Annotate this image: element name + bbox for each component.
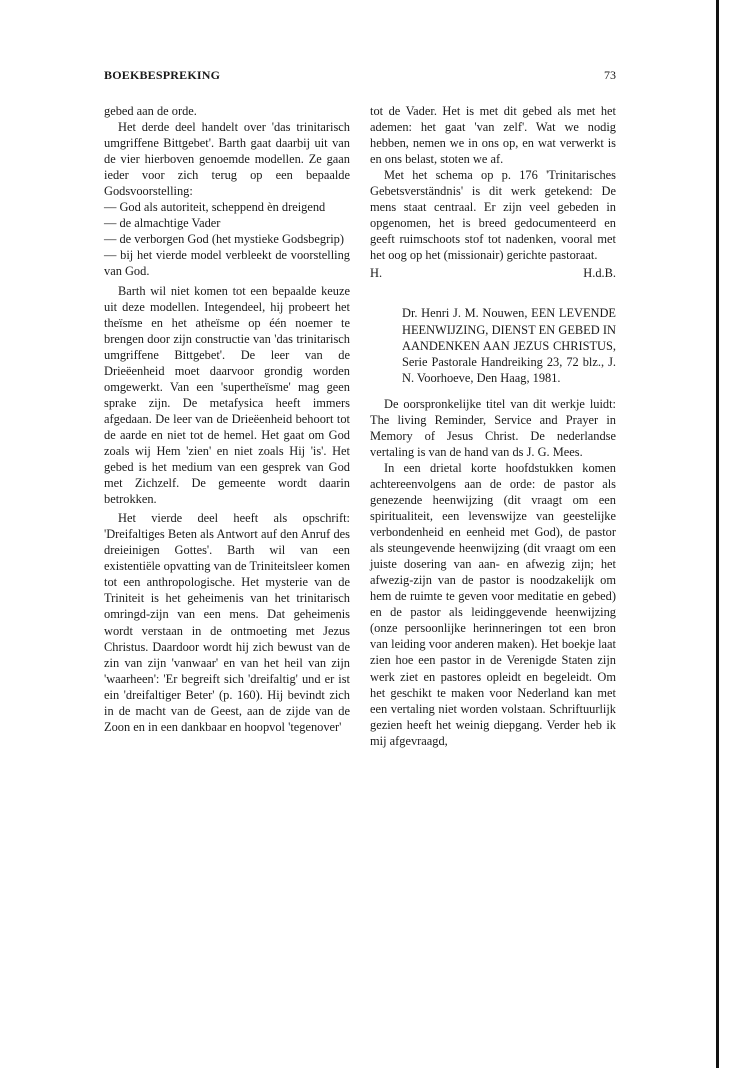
paragraph: gebed aan de orde. — [104, 104, 197, 118]
page-number: 73 — [604, 68, 616, 82]
list-item: — de verborgen God (het mystieke Godsbegrip) — [104, 232, 344, 247]
scan-edge-line — [716, 0, 719, 1068]
right-column — [370, 103, 616, 749]
running-head — [104, 68, 616, 88]
paragraph: Met het schema op p. 176 'Trinitarisches Gebetsverständnis' is dit werk getekend: De mens staat centraal. Er zijn veel gebeden in opgenomen, het is breed gedocumenteerd en geeft ruimschoots stof tot nadenken, vooral met het oog op het (missionair) gerichte pastoraat. — [370, 168, 616, 263]
book-citation: Dr. Henri J. M. Nouwen, EEN LEVENDE HEENWIJZING, DIENST EN GEBED IN AANDENKEN AAN JEZUS CHRISTUS, Serie Pastorale Handreiking 23, 72 blz., J. N. Voorhoeve, Den Haag, 1981. — [402, 306, 616, 385]
paragraph: In een drietal korte hoofdstukken komen achtereenvolgens aan de orde: de pastor als genezende heenwijzing (dit vraagt om een spiritualiteit, een levenswijze van geestelijke verbondenheid en eenheid met God), de pastor als steungevende heenwijzing (dit vraagt om een juiste dosering van aan- en afwezig zijn; het afwezig-zijn van de pastor is noodzakelijk om hem de ruimte te geven voor meditatie en gebed) en de pastor als leidinggevende heenwijzing (onze persoonlijke herinneringen tot een bron van leiding voor anderen maken). Het boekje laat zien hoe een pastor in de Verenigde Staten zijn werk ziet en pastores opleidt en begeleidt. Om het geschikt te maken voor Nederland kan met een vertaling niet worden volstaan. Schriftuurlijk gezien heeft het weinig diepgang. Verder heb ik mij afgevraagd, — [370, 460, 616, 748]
list-item: — bij het vierde model verbleekt de voorstelling van God. — [104, 248, 350, 279]
left-column — [104, 103, 350, 735]
signature-author: H.d.B. — [583, 266, 616, 281]
running-title: BOEKBESPREKING — [104, 68, 221, 82]
paragraph: Het vierde deel heeft als opschrift: 'Dreifaltiges Beten als Antwort auf den Anruf des dreieinigen Gottes'. Barth wil van een existentiële opvatting van de Triniteitsleer komen tot een anthropologische. Het mysterie van de Triniteit is het geheimenis van het trinitarisch omringd-zijn van een mens. Dat geheimenis wordt verstaan in de ontmoeting met Jezus Christus. Daardoor wordt hij zich bewust van de zin van zijn 'vanwaar' en van het heil van zijn 'waarheen': 'Er begreift sich 'dreifaltig' und er ist ein 'dreifaltiger Beter' (p. 160). Hij bevindt zich in de macht van de Geest, aan de zijde van de Zoon en in een dankbaar en hoopvol 'tegenover' — [104, 511, 350, 734]
list-item: — God als autoriteit, scheppend èn dreigend — [104, 200, 326, 215]
paragraph: De oorspronkelijke titel van dit werkje luidt: The living Reminder, Service and Prayer in Memory of Jesus Christ. De nederlandse vertaling is van de hand van ds J. G. Mees. — [370, 396, 616, 459]
signature-initial: H. — [370, 266, 383, 281]
review-signature — [370, 265, 616, 281]
paragraph: tot de Vader. Het is met dit gebed als met het ademen: het gaat 'van zelf'. Wat we nodig hebben, nemen we in ons op, en wat verwerkt is en ons belast, stoten we af. — [370, 104, 616, 167]
paragraph: Het derde deel handelt over 'das trinitarisch umgriffene Bittgebet'. Barth gaat daarbij uit van de vier hierboven genoemde modellen. Ze gaan ieder voor zich terug op een bepaalde Godsvoorstelling: — [104, 120, 350, 199]
list-item: — de almachtige Vader — [104, 216, 221, 231]
paragraph: Barth wil niet komen tot een bepaalde keuze uit deze modellen. Integendeel, hij probeert het theïsme en het atheïsme op één noemer te brengen door zijn constructie van 'das trinitarisch umgriffene Bittgebet'. De leer van de Drieëenheid moet daarvoor grondig worden omgewerkt. Van een 'supertheïsme' mag geen sprake zijn. De metafysica heeft immers afgedaan. De leer van de Drieëenheid behoort tot de aarde en niet tot de hemel. Het gaat om God zoals wij Hem 'zien' en niet zoals Hij 'is'. Het gebed is het medium van een gesprek van God met Zichzelf. De gemeente wordt daarin betrokken. — [104, 283, 350, 507]
